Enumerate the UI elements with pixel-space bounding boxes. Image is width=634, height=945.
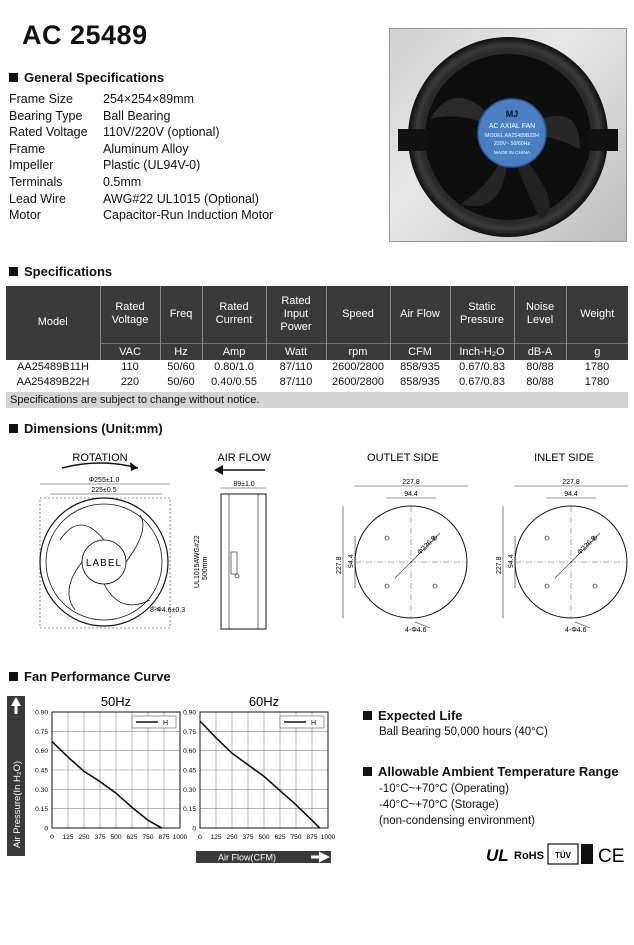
- spec-key: Motor: [9, 208, 41, 223]
- spec-data-cell: 80/88: [526, 376, 554, 388]
- y-tick-label: 0.90: [183, 709, 196, 717]
- fan-label-text: LABEL: [85, 558, 123, 569]
- spec-key: Lead Wire: [9, 191, 66, 206]
- x-tick-label: 625: [126, 834, 138, 841]
- chart-title: 60Hz: [248, 694, 280, 709]
- y-axis-label: Air Pressure(In H₂O): [12, 760, 23, 848]
- life-heading: Expected Life: [363, 708, 463, 723]
- y-tick-label: 0.15: [35, 806, 48, 814]
- spec-key: Frame: [9, 141, 46, 156]
- outlet-w-2278: 227.8: [402, 479, 420, 486]
- x-tick-label: 375: [94, 834, 106, 841]
- general-spec-row: [9, 141, 273, 158]
- photo-label-line1: AC AXIAL FAN: [488, 123, 536, 130]
- spec-header-cell: Static Pressure: [450, 286, 514, 343]
- spec-header-cell: Rated Input Power: [266, 286, 326, 343]
- spec-data-cell: 2600/2800: [332, 376, 384, 388]
- ce-mark-icon: CE: [598, 846, 625, 867]
- wire-length: 500mm: [202, 556, 209, 580]
- rohs-mark-icon: RoHS: [514, 850, 544, 862]
- y-tick-label: 0.30: [35, 786, 48, 794]
- spec-value: Ball Bearing: [103, 108, 171, 123]
- spec-data-cell: AA25489B22H: [16, 376, 90, 388]
- ul-mark-icon: UL: [486, 846, 509, 865]
- specifications-heading: Specifications: [9, 264, 112, 279]
- spec-header-cell: Weight: [566, 286, 628, 343]
- spec-data-cell: 80/88: [526, 361, 554, 373]
- spec-data-cell: 87/110: [279, 361, 313, 373]
- series-line: [200, 721, 320, 828]
- x-axis-label: Air Flow(CFM): [218, 852, 276, 863]
- x-tick-label: 0: [198, 834, 202, 841]
- spec-data-cell: 220: [120, 376, 140, 388]
- series-line: [52, 742, 162, 828]
- outlet-w-944: 94.4: [404, 491, 418, 498]
- spec-header-cell: Model: [6, 286, 100, 360]
- dimensions-drawing: [0, 440, 634, 640]
- spec-value: 254×254×89mm: [103, 92, 195, 106]
- spec-unit-cell: Amp: [202, 343, 266, 360]
- spec-unit-cell: Inch-H₂O: [450, 343, 514, 360]
- bullet-square-icon: [9, 424, 18, 433]
- spec-data-cell: 50/60: [167, 361, 195, 373]
- spec-value: Plastic (UL94V-0): [103, 158, 201, 173]
- y-tick-label: 0.45: [183, 767, 196, 775]
- product-photo: [389, 28, 627, 242]
- dimensions-heading: Dimensions (Unit:mm): [9, 421, 163, 436]
- general-spec-row: [9, 191, 273, 208]
- performance-heading: Fan Performance Curve: [9, 669, 171, 684]
- page-title: AC 25489: [22, 20, 148, 50]
- x-tick-label: 250: [78, 834, 90, 841]
- x-tick-label: 250: [226, 834, 238, 841]
- y-tick-label: 0.60: [183, 748, 196, 756]
- airflow-label: AIR FLOW: [217, 452, 271, 464]
- dim-255: Φ255±1.0: [88, 477, 120, 484]
- spec-table: [6, 286, 628, 390]
- spec-value: Aluminum Alloy: [103, 141, 189, 156]
- inlet-h-944: 94.4: [508, 554, 515, 568]
- x-tick-label: 0: [50, 834, 54, 841]
- x-tick-label: 375: [242, 834, 254, 841]
- general-spec-row: [9, 108, 273, 125]
- photo-label-line4: MADE IN CHINA: [493, 151, 531, 156]
- spec-data-cell: 0.67/0.83: [459, 376, 505, 388]
- inlet-holes-4: 4-Φ4.6: [565, 627, 587, 634]
- bullet-square-icon: [9, 672, 18, 681]
- general-spec-row: [9, 174, 273, 191]
- spec-data-cell: 110: [121, 361, 139, 373]
- ambient-storage: -40°C~+70°C (Storage): [379, 799, 499, 811]
- spec-data-row: [6, 375, 628, 390]
- spec-data-cell: AA25489B11H: [17, 361, 89, 373]
- ambient-operating: -10°C~+70°C (Operating): [379, 783, 510, 795]
- spec-data-cell: 0.67/0.83: [459, 361, 505, 373]
- spec-unit-cell: rpm: [326, 343, 390, 360]
- y-tick-label: 0: [192, 825, 196, 833]
- x-tick-label: 500: [258, 834, 270, 841]
- general-spec-row: [9, 91, 273, 108]
- bullet-square-icon: [363, 767, 372, 776]
- y-tick-label: 0.45: [35, 767, 48, 775]
- inlet-d-2369: Φ236.9: [576, 535, 598, 557]
- spec-note: Specifications are subject to change without notice.: [6, 392, 628, 408]
- spec-data-cell: 87/110: [279, 376, 313, 388]
- general-spec-heading: General Specifications: [9, 70, 164, 85]
- bullet-square-icon: [9, 267, 18, 276]
- dim-89: 89±1.0: [233, 481, 255, 488]
- spec-unit-cell: g: [566, 343, 628, 360]
- performance-charts: [0, 686, 345, 871]
- spec-value: 110V/220V (optional): [103, 125, 220, 140]
- spec-data-cell: 2600/2800: [332, 361, 384, 373]
- y-tick-label: 0: [44, 825, 48, 833]
- spec-header-cell: Noise Level: [514, 286, 566, 343]
- bullet-square-icon: [9, 73, 18, 82]
- spec-header-cell: Air Flow: [390, 286, 450, 343]
- y-tick-label: 0.60: [35, 748, 48, 756]
- certifications: [484, 840, 632, 868]
- spec-key: Rated Voltage: [9, 125, 88, 140]
- y-tick-label: 0.15: [183, 806, 196, 814]
- spec-unit-cell: Watt: [266, 343, 326, 360]
- spec-data-cell: 1780: [584, 376, 610, 388]
- spec-key: Frame Size: [9, 92, 73, 106]
- spec-header-cell: Rated Voltage: [100, 286, 160, 343]
- x-tick-label: 500: [110, 834, 122, 841]
- inlet-h-2278: 227.8: [496, 556, 503, 574]
- tuv-mark-icon: TÜV: [555, 851, 571, 860]
- spec-data-cell: 858/935: [400, 376, 440, 388]
- spec-table-wrap: [6, 286, 628, 390]
- spec-data-cell: 0.40/0.55: [211, 376, 257, 388]
- spec-data-row: [6, 360, 628, 375]
- spec-key: Bearing Type: [9, 108, 83, 123]
- spec-header-cell: Rated Current: [202, 286, 266, 343]
- x-tick-label: 750: [142, 834, 154, 841]
- life-text: Ball Bearing 50,000 hours (40°C): [379, 726, 548, 738]
- holes-8: 8-Φ4.6±0.3: [150, 607, 186, 614]
- spec-header-cell: Freq: [160, 286, 202, 343]
- spec-unit-cell: Hz: [160, 343, 202, 360]
- spec-unit-cell: VAC: [100, 343, 160, 360]
- y-tick-label: 0.90: [35, 709, 48, 717]
- wire-spec: UL1015AWG#22: [194, 535, 201, 588]
- rotation-label: ROTATION: [72, 452, 128, 464]
- general-spec-row: [9, 124, 273, 141]
- outlet-d-2369: Φ236.9: [416, 535, 438, 557]
- photo-label-line3: 220V~ 50/60Hz: [494, 141, 530, 147]
- general-spec-row: [9, 207, 273, 224]
- ambient-note: (non-condensing environment): [379, 815, 535, 827]
- spec-data-cell: 0.80/1.0: [214, 361, 254, 373]
- inlet-w-944: 94.4: [564, 491, 578, 498]
- photo-logo: MJ: [505, 109, 519, 119]
- spec-value: AWG#22 UL1015 (Optional): [103, 191, 259, 206]
- dim-225: 225±0.5: [91, 487, 117, 494]
- inlet-w-2278: 227.8: [562, 479, 580, 486]
- legend-label: H: [311, 720, 317, 727]
- x-tick-label: 875: [158, 834, 170, 841]
- photo-label-line2: MODEL AA25489B22H: [485, 133, 539, 139]
- inlet-side-label: INLET SIDE: [534, 452, 594, 464]
- spec-value: Capacitor-Run Induction Motor: [103, 208, 274, 223]
- spec-data-cell: 50/60: [167, 376, 195, 388]
- x-tick-label: 125: [62, 834, 74, 841]
- spec-unit-cell: dB-A: [514, 343, 566, 360]
- spec-header-cell: Speed: [326, 286, 390, 343]
- spec-data-cell: 858/935: [400, 361, 440, 373]
- outlet-h-2278: 227.8: [336, 556, 343, 574]
- spec-unit-row: [6, 343, 628, 360]
- outlet-holes-4: 4-Φ4.6: [405, 627, 427, 634]
- bullet-square-icon: [363, 711, 372, 720]
- spec-header-row: [6, 286, 628, 343]
- spec-key: Terminals: [9, 174, 63, 189]
- y-tick-label: 0.75: [183, 728, 196, 736]
- legend-label: H: [163, 720, 169, 727]
- outlet-side-label: OUTLET SIDE: [367, 452, 439, 464]
- y-tick-label: 0.30: [183, 786, 196, 794]
- x-tick-label: 750: [290, 834, 302, 841]
- spec-unit-cell: CFM: [390, 343, 450, 360]
- x-tick-label: 1000: [320, 834, 336, 841]
- x-tick-label: 625: [274, 834, 286, 841]
- x-tick-label: 875: [306, 834, 318, 841]
- y-tick-label: 0.75: [35, 728, 48, 736]
- x-tick-label: 1000: [172, 834, 188, 841]
- chart-title: 50Hz: [100, 694, 132, 709]
- spec-value: 0.5mm: [103, 174, 142, 189]
- general-spec-list: [9, 91, 273, 224]
- general-spec-row: [9, 157, 273, 174]
- x-tick-label: 125: [210, 834, 222, 841]
- spec-data-cell: 1780: [584, 361, 610, 373]
- spec-key: Impeller: [9, 158, 54, 173]
- ambient-heading: Allowable Ambient Temperature Range: [363, 764, 619, 779]
- outlet-h-944: 94.4: [348, 554, 355, 568]
